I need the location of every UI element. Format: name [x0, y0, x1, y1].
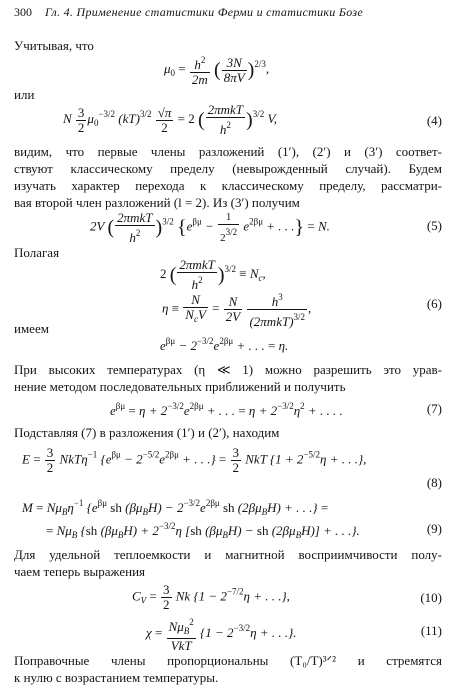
equation-6-line1: 2 ( $\frac{\text{2πmkT}}{h^2}$ )$^{3/2} \equiv N_c$,: [160, 257, 266, 292]
equation-number-10: (10): [420, 590, 442, 605]
equation-7: $e^{\beta\mu} = \eta + 2^{-3/2}e^{2\beta\mu}$ + . . . = $\eta + 2^{-3/2}\eta^2$ + . . . .: [110, 401, 343, 418]
equation-5: 2V ( $\frac{\text{2πmkT}}{h^2}$ )$^{3/2}$ {$e^{\beta\mu}$ − $\frac{1}{2^{3/2}}$ $e^{2\beta\mu}$ + . . .} = N.: [90, 209, 330, 245]
equation-eta: $e^{\beta\mu} - 2^{-3/2}e^{2\beta\mu}$ + . . . = η.: [160, 336, 289, 353]
equation-number-6: (6): [426, 296, 442, 311]
formula-mu0: $\mu_0$ = $\frac{h^2}{2m}$ ( $\frac{3N}{8\pi V}$ )$^{2/3}$,: [164, 54, 270, 87]
equation-4: N $\frac{3}{2}$ $\mu_0^{-3/2}$ (kT)$^{3/2}$ $\frac{√\pi}{2}$ = 2 ( $\frac{\text{2πmkT}}{h^2}$ )$^{3/2}$ V,: [63, 102, 277, 137]
equation-10: $C_V$ = $\frac{3}{2}$ Nk {$1 - 2^{-7/2}\eta$ + . . .},: [132, 582, 290, 612]
paragraph-substituting: Подставляя (7) в разложения (1′) и (2′), находим: [14, 425, 280, 440]
paragraph-high-temp: При высоких температурах (η ≪ 1) можно разрешить это урав- нение методом последовательных приближений и получить: [14, 362, 442, 394]
paragraph-heat-capacity: Для удельной теплоемкости и магнитной восприимчивости полу- чаем теперь выражения: [14, 547, 442, 579]
equation-6-line2: η ≡ $\frac{N}{N_cV}$ = $\frac{N}{2V}$ $\frac{h^3}{(2\pi mkT)^{3/2}}$ ,: [162, 292, 312, 329]
chapter-title: Гл. 4. Применение статистики Ферми и статистики Бозе: [45, 5, 364, 19]
paragraph-given: Учитывая, что: [14, 38, 94, 53]
equation-number-9: (9): [426, 521, 442, 536]
equation-9-line2: = $N\mu_B$ {sh $(\beta\mu_BH) + 2^{-3/2}\eta$ [sh $(\beta\mu_BH)$ − sh $(2\beta\mu_BH)$] + . . .}.: [46, 521, 360, 540]
paragraph-have: имеем: [14, 321, 49, 336]
paragraph-or: или: [14, 87, 35, 102]
equation-9-line1: $M = N\mu_B\eta^{-1}$ {$e^{\beta\mu}$ sh $(\beta\mu_BH) - 2^{-3/2}e^{2\beta\mu}$ sh $(2\beta\mu_BH)$ + . . .} =: [22, 498, 329, 517]
equation-8: E = $\frac{3}{2}$ NkTη$^{-1}$ {$e^{\beta\mu} - 2^{-5/2}e^{2\beta\mu}$ + . . .} = $\frac{3}{2}$ NkT {$1 + 2^{-5/2}\eta$ + . . .},: [22, 445, 367, 475]
equation-number-5: (5): [426, 218, 442, 233]
equation-number-8: (8): [426, 475, 442, 490]
equation-number-4: (4): [426, 113, 442, 128]
equation-11: χ = $\frac{N\mu_B^2}{\text{VkT}}$ {$1 - 2^{-3/2}\eta$ + . . .}.: [146, 617, 297, 653]
page-number: 300: [14, 5, 32, 19]
equation-number-7: (7): [426, 401, 442, 416]
paragraph-correction-terms: Поправочные члены пропорциональны (T₀/T)³ᐟ² и стремятся к нулю с возрастанием температуры.: [14, 653, 442, 685]
running-header: [14, 5, 363, 20]
paragraph-setting: Полагая: [14, 245, 60, 260]
paragraph-first-terms: видим, что первые члены разложений (1′), (2′) и (3′) соответ- ствуют классическому пределу (невырожденный случай). Будем изучать характер перехода к классическому пределу, рассматри- вая второй член разложений (l = 2). Из (3′) получим: [14, 144, 442, 210]
equation-number-11: (11): [420, 623, 442, 638]
